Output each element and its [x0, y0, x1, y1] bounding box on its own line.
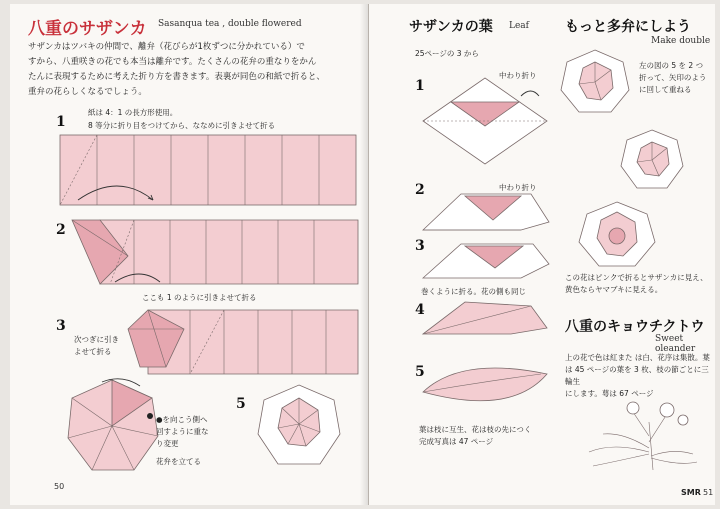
raise-petals-note: 花弁を立てる [156, 457, 201, 466]
pink-note-line: 黄色ならヤマブキに見える。 [565, 285, 663, 294]
signature: SMR [681, 488, 701, 497]
step-2-note: ここも 1 のように引きよせて折る [142, 293, 257, 302]
step-number-5: 5 [236, 396, 246, 412]
intro-text [28, 40, 363, 100]
make-double-line: 左の図の 5 を 2 つ [639, 61, 704, 70]
leaf-step-3-note: 巻くように折る。花の側も同じ [421, 287, 526, 296]
leaf-source-note: 25ページの 3 から [415, 49, 479, 58]
intro-line: たんに表現するために考えた折り方を書きます。表裏が同色の和紙で折ると、 [28, 72, 325, 82]
make-double-flower-middle [619, 128, 685, 190]
make-double-line: に回して重ねる [639, 85, 692, 94]
step-1-diagram [58, 132, 360, 210]
step-3-diagram [126, 307, 360, 377]
leaf-step-1: 1 [415, 78, 425, 94]
crease-note: 8 等分に折り目をつけてから、ななめに引きよせて折る [88, 121, 276, 130]
page-title-english: Sasanqua tea , double flowered [158, 19, 302, 29]
inside-reverse-fold-note: 中わり折り [499, 71, 537, 80]
step-4-note-line: 回すように重な [156, 427, 209, 436]
oleander-line: 上の花で色は紅また は白、花序は集散。葉 [565, 353, 710, 362]
leaf-step-5: 5 [415, 364, 425, 380]
step-4-note-line: ●を向こう側へ [156, 415, 208, 424]
page-number-left: 50 [54, 482, 65, 491]
inside-reverse-fold-note-2: 中わり折り [499, 183, 537, 192]
make-double-flower-top [559, 48, 631, 114]
step-4-diagram [62, 376, 162, 476]
leaf-title-english: Leaf [509, 21, 529, 31]
page-title: 八重のサザンカ [28, 19, 147, 39]
paper-note: 紙は 4：1 の長方形使用。 [88, 108, 178, 117]
oleander-line: にします。萼は 67 ページ [565, 389, 654, 398]
leaf-step-1-diagram [421, 76, 549, 166]
leaf-step-5-diagram [421, 352, 551, 418]
make-double-title: もっと多弁にしよう [565, 19, 691, 35]
leaf-note-line: 完成写真は 47 ページ [419, 437, 494, 446]
leaf-note [419, 424, 531, 448]
oleander-title-english: Sweet oleander [655, 334, 696, 354]
step-number-2: 2 [56, 222, 66, 238]
leaf-title: サザンカの葉 [409, 19, 493, 35]
oleander-title: 八重のキョウチクトウ [565, 319, 705, 335]
step-4-note [156, 414, 209, 450]
leaf-step-3-diagram [421, 242, 551, 284]
step-2-diagram [70, 216, 360, 288]
step-3-note: 次つぎに引きよせて折る [74, 335, 119, 356]
leaf-step-4-diagram [421, 300, 551, 340]
leaf-step-4: 4 [415, 302, 425, 318]
step-number-1: 1 [56, 114, 66, 130]
leaf-step-3: 3 [415, 238, 425, 254]
leaf-step-2-diagram [421, 192, 551, 238]
make-double-line: 折って、矢印のよう [639, 73, 707, 82]
step-number-3: 3 [56, 318, 66, 334]
oleander-line: は 45 ページの葉を 3 枚、枝の節ごとに三輪生 [565, 365, 709, 386]
step-5-flower-diagram [254, 382, 344, 468]
right-page [369, 4, 715, 505]
intro-line: サザンカはツバキの仲間で、離弁（花びらが1枚ずつに分かれている）で [28, 42, 305, 52]
leaf-note-line: 葉は枝に互生、花は枝の先につく [419, 425, 532, 434]
page-number-right: 51 [703, 488, 714, 497]
pink-note-line: この花はピンクで折るとサザンカに見え、 [565, 273, 708, 282]
pink-note [565, 272, 708, 296]
make-double-title-english: Make double [651, 36, 711, 46]
step-4-note-line: り変更 [156, 439, 179, 448]
make-double-text [639, 60, 706, 96]
oleander-illustration [583, 392, 703, 472]
intro-line: 重弁の花らしくなるでしょう。 [28, 87, 147, 97]
left-page [10, 4, 369, 505]
intro-line: すから、八重咲きの花でも本当は離弁です。たくさんの花弁の重なりをかん [28, 57, 317, 67]
make-double-flower-finished [577, 200, 657, 268]
leaf-step-2: 2 [415, 182, 425, 198]
